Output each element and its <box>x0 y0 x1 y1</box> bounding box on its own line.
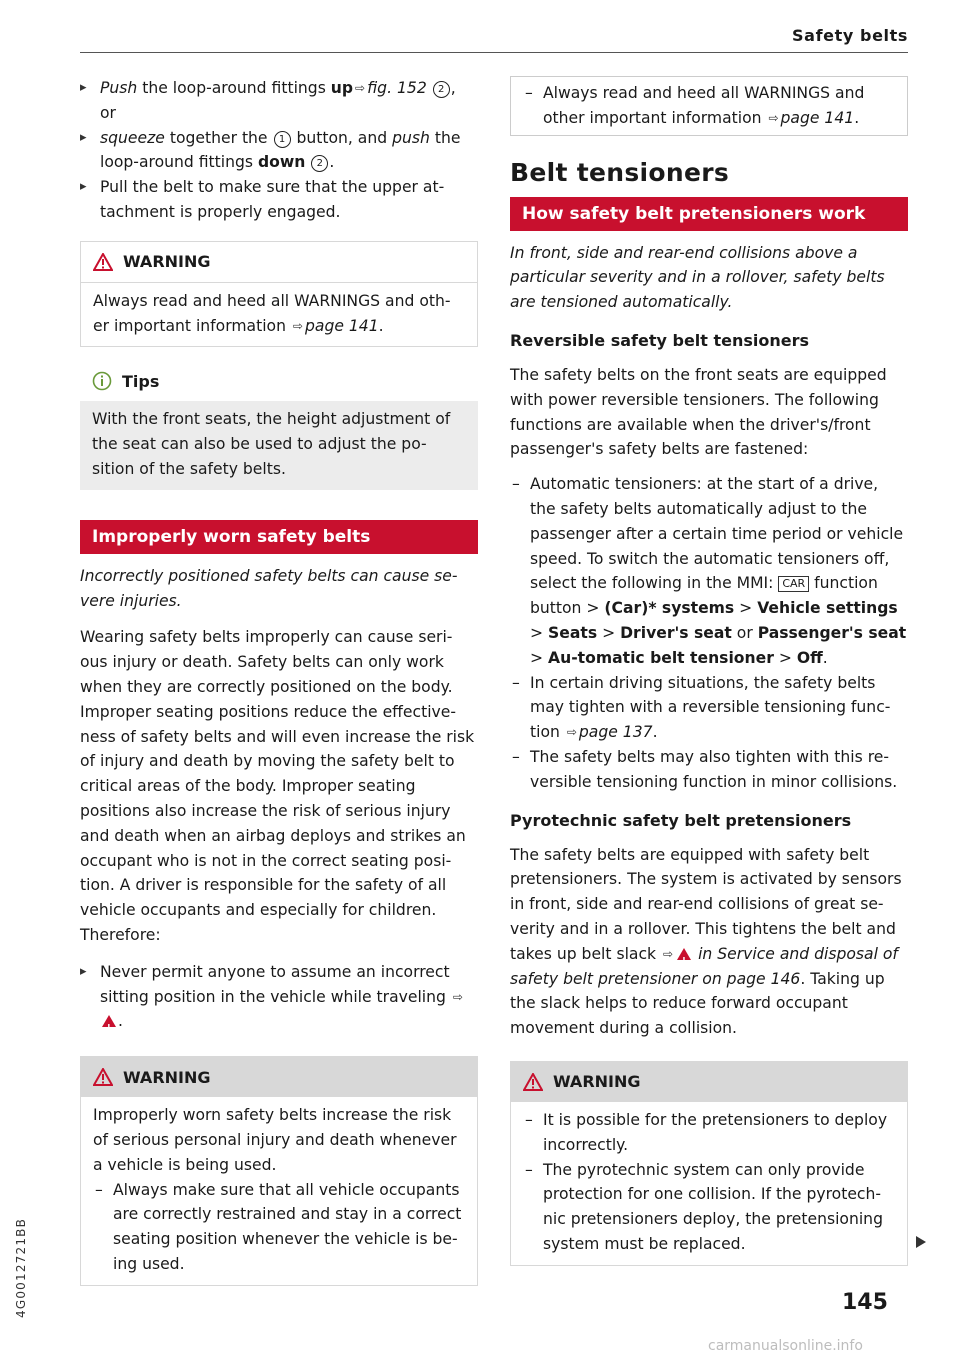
callout-1-icon: 1 <box>274 131 291 148</box>
warning-text: Improperly worn safety belts increase the risk of serious personal injury and death whenever a vehicle is being used. <box>93 1106 457 1174</box>
auto-tensioner-item: – Automatic tensioners: at the start of a drive, the safety belts automatically adjust to the passenger after a certain time period or vehicle speed. To switch the automatic tensioners off, select the following in the MMI: CAR function button > (Car)* systems > Vehicle settings > Seats > Driver's seat or Passenger's seat > Au-tomatic belt tensioner > Off. <box>510 472 908 670</box>
rev-body: The safety belts on the front seats are equipped with power reversible tensioners. The following functions are available when the driver's/front passenger's safety belts are fastened: <box>510 365 887 459</box>
arrow-ref-icon: ⇨ <box>292 318 303 333</box>
warning-dash-item: – Always make sure that all vehicle occupants are correctly restrained and stay in a correct seating position whenever the vehicle is be-ing used. <box>93 1178 465 1277</box>
step-push-up: ▸ Push the loop-around fittings up ⇨ fig. 152 2 , <box>80 76 478 101</box>
fig-ref-link[interactable]: fig. 152 <box>367 79 427 97</box>
car-button-icon: CAR <box>778 576 809 592</box>
note-box <box>510 76 908 136</box>
left-column <box>80 76 478 1286</box>
improper-heading: Improperly worn safety belts <box>80 520 478 554</box>
tips-box <box>80 361 478 489</box>
page-number: 145 <box>842 1290 888 1315</box>
page-title: Belt tensioners <box>510 157 730 187</box>
warning-dash-item: – The pyrotechnic system can only provide protection for one collision. If the pyrotech-nic pretensioners deploy, the pretensioning system must be replaced. <box>523 1158 895 1257</box>
warning-triangle-icon <box>93 253 113 271</box>
certain-situations-item: – In certain driving situations, the safety belts may tighten with a reversible tensioning func-tion ⇨ page 137. <box>510 671 908 745</box>
watermark: carmanualsonline.info <box>708 1338 863 1354</box>
warning-triangle-icon <box>93 1068 113 1086</box>
or-text: or <box>100 103 116 122</box>
warning-text: Always read and heed all WARNINGS and oth-er important information ⇨ page 141. <box>93 291 451 335</box>
continue-arrow-icon[interactable] <box>916 1236 926 1248</box>
how-heading: How safety belt pretensioners work <box>510 197 908 231</box>
arrow-ref-icon: ⇨ <box>663 946 674 961</box>
minor-collisions-item: – The safety belts may also tighten with this re-versible tensioning function in minor collisions. <box>510 745 908 795</box>
warning-box-1 <box>80 241 478 348</box>
step-never-permit: ▸ Never permit anyone to assume an incorrect sitting position in the vehicle while traveling ⇨!. <box>80 960 478 1034</box>
rev-heading: Reversible safety belt tensioners <box>510 330 810 350</box>
arrow-ref-icon: ⇨ <box>452 989 463 1004</box>
pyro-body: The safety belts are equipped with safety belt pretensioners. The system is activated by sensors in front, side and rear-end collisions of great se-verity and in a rollover. This tightens the belt and takes up belt slack ⇨! in Service and disposal of safety belt pretensioner on page 146. Taking up the slack helps to reduce forward occupant movement during a collision. <box>510 843 908 1041</box>
warning-title: WARNING <box>123 1067 211 1087</box>
note-text: – Always read and heed all WARNINGS and other important information ⇨ page 141. <box>523 81 895 131</box>
pyro-heading: Pyrotechnic safety belt pretensioners <box>510 810 852 830</box>
improper-intro: Incorrectly positioned safety belts can cause se-vere injuries. <box>80 566 458 610</box>
warning-dash-item: – It is possible for the pretensioners to deploy incorrectly. <box>523 1108 895 1158</box>
page-ref-link[interactable]: page 141 <box>780 108 855 127</box>
improper-body: Wearing safety belts improperly can cause seri-ous injury or death. Safety belts can only work when they are correctly positioned on the body. Improper seating positions reduce the effective-ness of safety belts and will even increase the risk of injury and death by moving the safety belt to critical areas of the body. Improper seating positions also increase the risk of serious injury and death when an airbag deploys and strikes an occupant who is not in the correct seating posi-tion. A driver is responsible for the safety of all vehicle occupants and especially for children. Therefore: <box>80 628 475 944</box>
arrow-ref-icon: ⇨ <box>768 110 779 125</box>
warning-box-3 <box>510 1061 908 1266</box>
page-ref-link[interactable]: page 137 <box>578 723 653 742</box>
step-squeeze: ▸ squeeze together the 1 button, and push the loop-around fittings down 2 . <box>80 126 478 176</box>
warning-triangle-icon <box>523 1073 543 1091</box>
right-column <box>510 76 908 1266</box>
step-pull-belt: ▸ Pull the belt to make sure that the upper at-tachment is properly engaged. <box>80 175 478 225</box>
warning-title: WARNING <box>123 252 211 272</box>
warning-ref-icon[interactable] <box>102 1015 116 1027</box>
callout-2-icon: 2 <box>311 155 328 172</box>
arrow-ref-icon: ⇨ <box>566 725 577 740</box>
warning-box-2 <box>80 1056 478 1286</box>
info-icon <box>92 371 112 391</box>
section-title: Safety belts <box>792 26 908 45</box>
callout-2-icon: 2 <box>433 81 450 98</box>
pyro-ref-link[interactable]: in Service and disposal of safety belt pretensioner on page 146 <box>510 944 898 988</box>
header-rule <box>80 52 908 53</box>
side-document-code: 4G0012721BB <box>14 1217 28 1318</box>
tips-text: With the front seats, the height adjustment of the seat can also be used to adjust the po-sition of the safety belts. <box>92 410 451 478</box>
warning-ref-icon <box>677 948 691 960</box>
tips-title: Tips <box>122 371 160 391</box>
page-ref-link[interactable]: page 141 <box>304 316 379 335</box>
how-intro: In front, side and rear-end collisions above a particular severity and in a rollover, safety belts are tensioned automatically. <box>510 243 885 312</box>
arrow-ref-icon: ⇨ <box>355 81 366 95</box>
warning-title: WARNING <box>553 1072 641 1092</box>
